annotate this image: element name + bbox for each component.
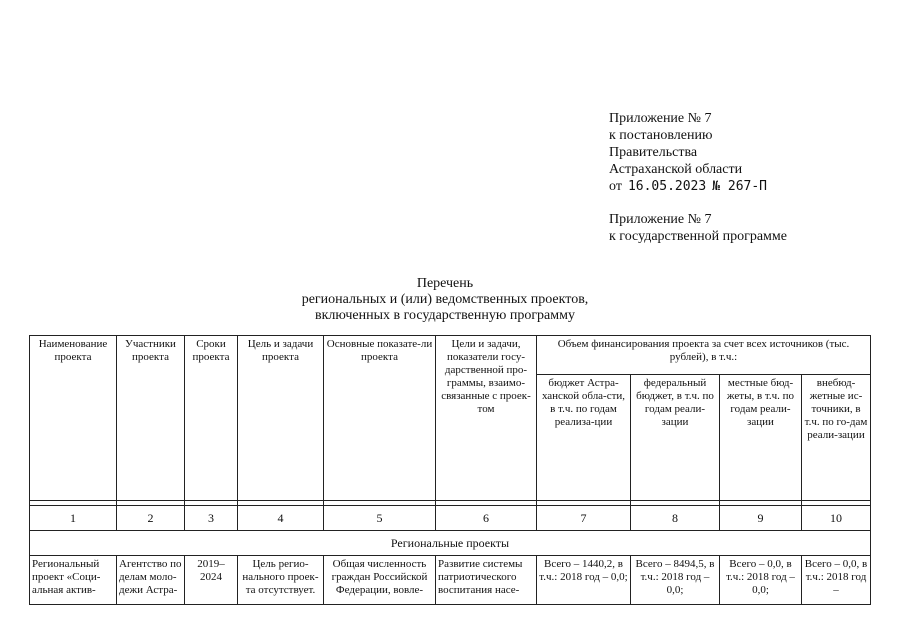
decree-number: № 267-П — [712, 179, 768, 194]
appendix-line: Правительства — [609, 145, 698, 160]
cell-fin-local: Всего – 0,0, в т.ч.: 2018 год – 0,0; — [720, 556, 802, 605]
cell-participants: Агентство по делам моло-дежи Астра- — [117, 556, 185, 605]
column-number: 2 — [117, 506, 185, 531]
column-number: 10 — [802, 506, 871, 531]
header-participants: Участники проекта — [117, 336, 185, 501]
column-number: 1 — [30, 506, 117, 531]
cell-program-goals: Развитие системы патриотического воспитания насе- — [436, 556, 537, 605]
cell-fin-extra: Всего – 0,0, в т.ч.: 2018 год – — [802, 556, 871, 605]
section-row — [30, 531, 871, 556]
appendix-line: Приложение № 7 — [609, 111, 712, 126]
title-line: региональных и (или) ведомственных проектов, — [301, 292, 589, 307]
cell-name: Региональный проект «Соци-альная актив- — [30, 556, 117, 605]
header-terms: Сроки проекта — [185, 336, 238, 501]
column-number: 7 — [537, 506, 631, 531]
appendix-line: Астраханской области — [609, 162, 743, 177]
cell-fin-federal: Всего – 8494,5, в т.ч.: 2018 год – 0,0; — [631, 556, 720, 605]
title-line: включенных в государственную программу — [315, 308, 575, 323]
appendix-date-line — [609, 178, 787, 195]
appendix-block — [609, 110, 787, 245]
projects-table — [29, 335, 871, 605]
column-number: 8 — [631, 506, 720, 531]
header-program-goals: Цели и задачи, показатели госу-дарственной про-граммы, взаимо-связанные с проек-том — [436, 336, 537, 501]
cell-terms: 2019–2024 — [185, 556, 238, 605]
cell-fin-regional: Всего – 1440,2, в т.ч.: 2018 год – 0,0; — [537, 556, 631, 605]
appendix-line: Приложение № 7 — [609, 212, 712, 227]
column-number: 9 — [720, 506, 802, 531]
document-title — [250, 276, 640, 324]
header-name: Наименование проекта — [30, 336, 117, 501]
header-fin-federal: федеральный бюджет, в т.ч. по годам реали-зации — [631, 375, 720, 501]
header-financing: Объем финансирования проекта за счет всех источников (тыс. рублей), в т.ч.: — [537, 336, 871, 375]
column-number: 4 — [238, 506, 324, 531]
column-number: 5 — [324, 506, 436, 531]
decree-date: 16.05.2023 — [627, 179, 707, 194]
header-indicators: Основные показате-ли проекта — [324, 336, 436, 501]
date-prefix: от — [609, 179, 622, 194]
cell-indicators: Общая численность граждан Российской Федерации, вовле- — [324, 556, 436, 605]
header-fin-extra: внебюд-жетные ис-точники, в т.ч. по го-дам реали-зации — [802, 375, 871, 501]
section-title: Региональные проекты — [30, 531, 871, 556]
column-number-row — [30, 506, 871, 531]
title-line: Перечень — [416, 276, 474, 291]
header-fin-local: местные бюд-жеты, в т.ч. по годам реали-зации — [720, 375, 802, 501]
header-row — [30, 336, 871, 375]
header-fin-regional: бюджет Астра-ханской обла-сти, в т.ч. по годам реализа-ции — [537, 375, 631, 501]
table-row — [30, 556, 871, 605]
appendix-line: к постановлению — [609, 128, 713, 143]
cell-goal: Цель регио-нального проек-та отсутствует. — [238, 556, 324, 605]
header-goal: Цель и задачи проекта — [238, 336, 324, 501]
column-number: 3 — [185, 506, 238, 531]
column-number: 6 — [436, 506, 537, 531]
appendix-line: к государственной программе — [609, 229, 787, 244]
